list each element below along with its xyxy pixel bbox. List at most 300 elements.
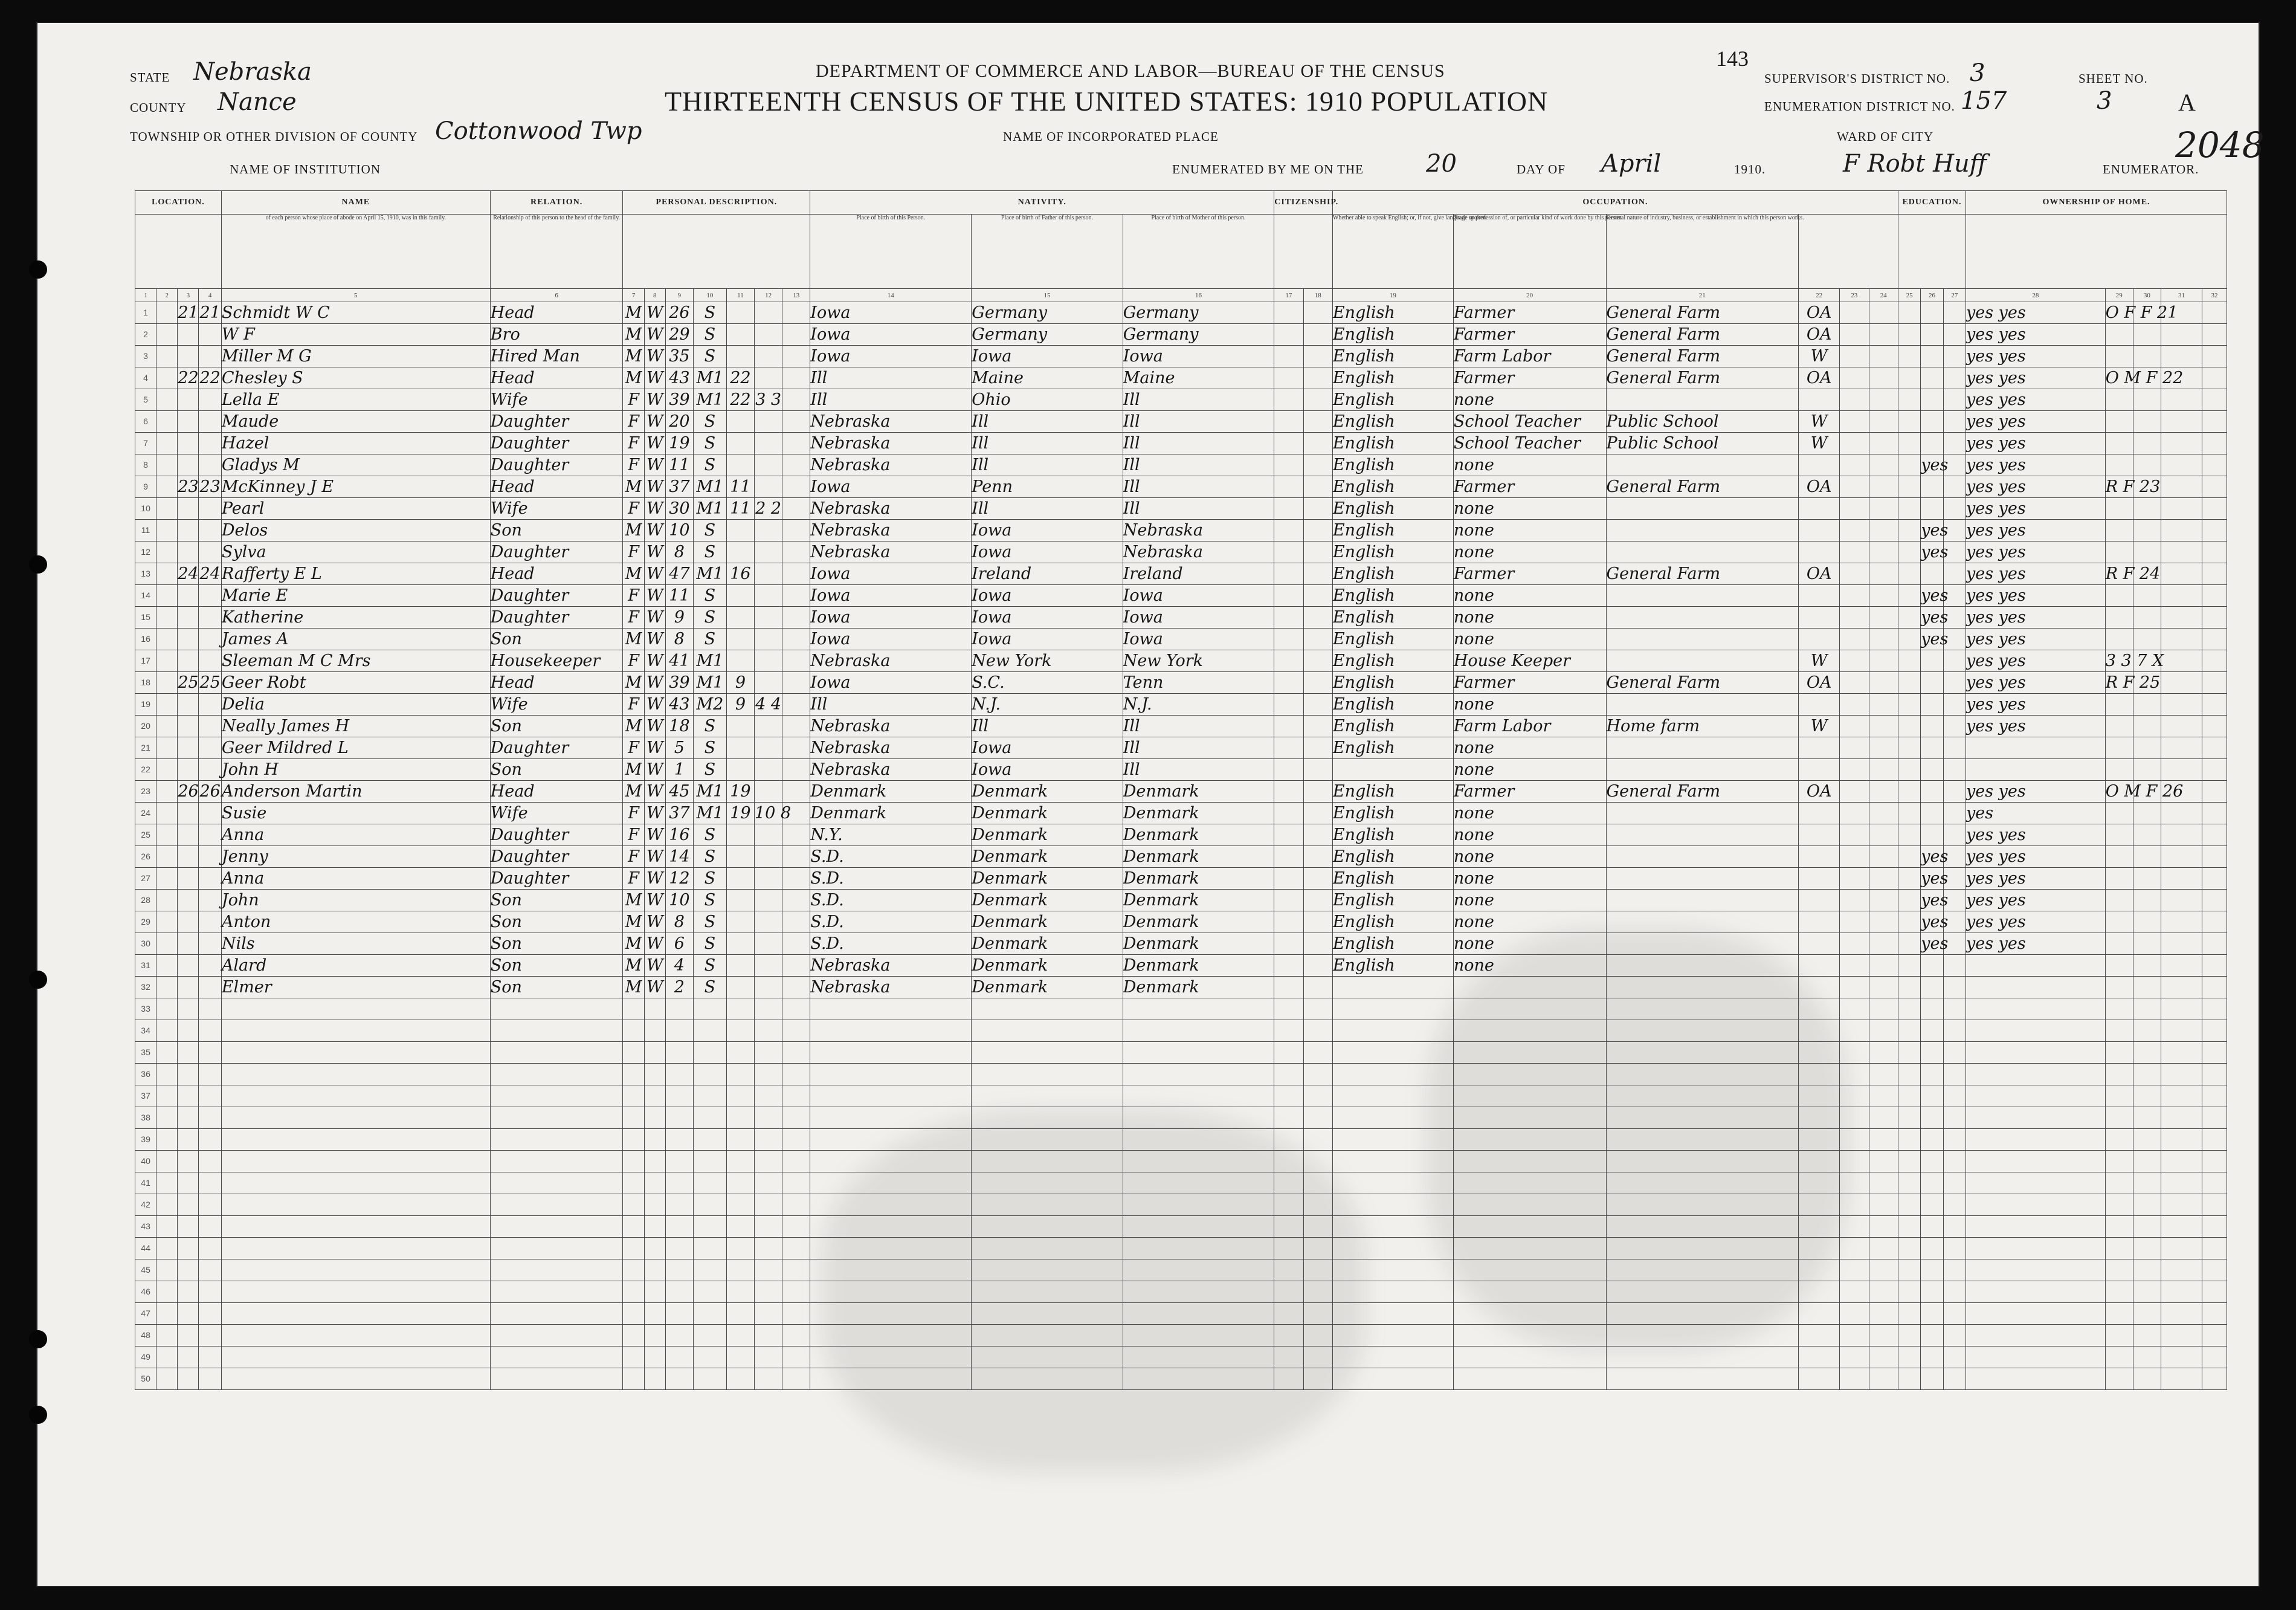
cell-language: English	[1332, 781, 1453, 803]
empty-cell	[1943, 1020, 1965, 1042]
cell-language: English	[1332, 694, 1453, 716]
cell-schedule	[2161, 759, 2202, 781]
empty-cell	[782, 1216, 810, 1238]
cell-family	[199, 433, 221, 454]
empty-cell	[755, 1281, 782, 1303]
cell-emp: OA	[1799, 367, 1840, 389]
cell-read: yes yes	[1966, 520, 2106, 542]
line-number: 43	[135, 1216, 156, 1238]
census-record-row	[135, 411, 2227, 433]
census-record-row	[135, 542, 2227, 563]
empty-cell	[1303, 1107, 1332, 1129]
cell-race: W	[644, 694, 665, 716]
empty-cell	[623, 1259, 644, 1281]
empty-cell	[644, 1325, 665, 1347]
cell-relation: Head	[490, 563, 623, 585]
empty-cell	[2133, 1281, 2161, 1303]
cell-sex: M	[623, 716, 644, 737]
cell-industry	[1606, 955, 1799, 977]
census-record-row	[135, 367, 2227, 389]
cell-marital: S	[693, 324, 726, 346]
cell-years	[726, 846, 754, 868]
empty-cell	[2161, 1042, 2202, 1064]
cell-own	[2105, 629, 2133, 650]
cell-age: 6	[665, 933, 693, 955]
cell-blank	[1943, 955, 1965, 977]
cell-emp: W	[1799, 716, 1840, 737]
cell-marital: S	[693, 346, 726, 367]
cell-relation: Son	[490, 911, 623, 933]
cell-trade: none	[1453, 542, 1606, 563]
cell-children-living	[782, 498, 810, 520]
empty-cell	[2202, 1020, 2227, 1042]
empty-cell	[221, 1194, 490, 1216]
empty-cell	[972, 1238, 1123, 1259]
empty-cell	[2161, 1107, 2202, 1129]
cell-dwelling	[178, 520, 199, 542]
cell-children	[755, 868, 782, 890]
institution-label: NAME OF INSTITUTION	[230, 162, 381, 176]
cell-natur	[1303, 520, 1332, 542]
empty-cell	[1274, 1172, 1303, 1194]
empty-cell	[178, 1020, 199, 1042]
cell-read: yes yes	[1966, 454, 2106, 476]
cell-weeks-out	[1840, 629, 1869, 650]
column-number: 2	[156, 289, 178, 302]
empty-cell	[1799, 1238, 1840, 1259]
cell-street	[156, 890, 178, 911]
empty-cell	[2202, 1151, 2227, 1172]
empty-cell	[693, 1303, 726, 1325]
line-number: 46	[135, 1281, 156, 1303]
cell-family	[199, 629, 221, 650]
cell-children-living	[782, 955, 810, 977]
census-record-row	[135, 585, 2227, 607]
empty-cell	[1840, 1194, 1869, 1216]
empty-cell	[2161, 1368, 2202, 1390]
column-number: 3	[178, 289, 199, 302]
cell-immig	[1274, 977, 1303, 998]
empty-cell	[1921, 998, 1943, 1020]
cell-relation: Wife	[490, 498, 623, 520]
cell-years: 9	[726, 672, 754, 694]
empty-cell	[1303, 1368, 1332, 1390]
cell-trade: none	[1453, 911, 1606, 933]
cell-line: 3	[135, 346, 156, 367]
cell-father: New York	[972, 650, 1123, 672]
cell-children	[755, 476, 782, 498]
empty-cell	[178, 1216, 199, 1238]
empty-cell	[1274, 1194, 1303, 1216]
empty-cell	[810, 1064, 972, 1085]
cell-dwelling	[178, 955, 199, 977]
cell-out-work	[1869, 977, 1898, 998]
cell-schedule	[2161, 694, 2202, 716]
ward-label: WARD OF CITY	[1837, 129, 1934, 144]
cell-mother: Denmark	[1123, 890, 1274, 911]
cell-farm	[2133, 520, 2161, 542]
cell-own	[2105, 389, 2133, 411]
cell-farm	[2133, 411, 2161, 433]
empty-cell	[644, 1020, 665, 1042]
cell-family	[199, 454, 221, 476]
cell-immig	[1274, 694, 1303, 716]
cell-blank	[1943, 716, 1965, 737]
cell-emp	[1799, 759, 1840, 781]
cell-school	[1921, 781, 1943, 803]
cell-trade: none	[1453, 803, 1606, 824]
empty-cell	[1943, 1238, 1965, 1259]
cell-ln2	[2202, 302, 2227, 324]
cell-ln2	[2202, 737, 2227, 759]
cell-dwelling	[178, 737, 199, 759]
empty-cell	[1303, 1281, 1332, 1303]
empty-cell	[782, 1020, 810, 1042]
cell-trade: Farmer	[1453, 563, 1606, 585]
cell-schedule	[2161, 454, 2202, 476]
empty-cell	[782, 1129, 810, 1151]
empty-cell	[1799, 1347, 1840, 1368]
empty-cell	[1943, 1347, 1965, 1368]
cell-name: McKinney J E	[221, 476, 490, 498]
empty-cell	[156, 1042, 178, 1064]
cell-dwelling	[178, 324, 199, 346]
empty-cell	[156, 1347, 178, 1368]
census-grid	[135, 190, 2227, 1532]
cell-age: 18	[665, 716, 693, 737]
empty-cell	[726, 1064, 754, 1085]
cell-race: W	[644, 346, 665, 367]
cell-ln2	[2202, 389, 2227, 411]
binder-hole	[29, 971, 47, 989]
cell-name: Susie	[221, 803, 490, 824]
cell-line: 26	[135, 846, 156, 868]
cell-immig	[1274, 346, 1303, 367]
cell-ln2	[2202, 324, 2227, 346]
cell-language: English	[1332, 302, 1453, 324]
empty-cell	[726, 1347, 754, 1368]
empty-cell	[1943, 1107, 1965, 1129]
cell-natur	[1303, 607, 1332, 629]
empty-cell	[1869, 1064, 1898, 1085]
cell-industry	[1606, 933, 1799, 955]
cell-blank	[1943, 476, 1965, 498]
empty-cell	[1274, 1151, 1303, 1172]
empty-cell	[1303, 1216, 1332, 1238]
cell-street	[156, 977, 178, 998]
cell-blank	[1943, 498, 1965, 520]
empty-cell	[1840, 1107, 1869, 1129]
cell-schedule	[2161, 411, 2202, 433]
empty-cell	[178, 1129, 199, 1151]
empty-cell	[2161, 1216, 2202, 1238]
blank-record-row	[135, 1151, 2227, 1172]
empty-cell	[1921, 1368, 1943, 1390]
cell-natur	[1303, 803, 1332, 824]
cell-father: Ireland	[972, 563, 1123, 585]
empty-cell	[726, 1303, 754, 1325]
cell-father: Denmark	[972, 911, 1123, 933]
cell-race: W	[644, 672, 665, 694]
cell-industry	[1606, 650, 1799, 672]
empty-cell	[1966, 998, 2106, 1020]
empty-cell	[221, 1085, 490, 1107]
binder-hole	[29, 555, 47, 574]
empty-cell	[2161, 1151, 2202, 1172]
empty-cell	[1966, 1216, 2106, 1238]
cell-industry	[1606, 737, 1799, 759]
empty-cell	[2161, 1259, 2202, 1281]
cell-language: English	[1332, 716, 1453, 737]
cell-read	[1966, 759, 2106, 781]
cell-birth: Denmark	[810, 803, 972, 824]
empty-cell	[2161, 998, 2202, 1020]
cell-mother: Denmark	[1123, 933, 1274, 955]
cell-dwelling	[178, 411, 199, 433]
location-subheader	[135, 215, 222, 289]
cell-marital: M1	[693, 781, 726, 803]
empty-cell	[782, 1085, 810, 1107]
empty-cell	[1606, 1107, 1799, 1129]
cell-father: Denmark	[972, 846, 1123, 868]
cell-family	[199, 737, 221, 759]
empty-cell	[199, 998, 221, 1020]
cell-children-living	[782, 542, 810, 563]
cell-out-work	[1869, 607, 1898, 629]
cell-emp	[1799, 977, 1840, 998]
empty-cell	[1869, 1281, 1898, 1303]
cell-years	[726, 302, 754, 324]
cell-birth: Nebraska	[810, 650, 972, 672]
empty-cell	[693, 1042, 726, 1064]
empty-cell	[665, 1281, 693, 1303]
cell-street	[156, 520, 178, 542]
cell-ln2	[2202, 759, 2227, 781]
cell-out-work	[1869, 302, 1898, 324]
cell-children-living	[782, 737, 810, 759]
cell-mother: Germany	[1123, 302, 1274, 324]
cell-school	[1921, 346, 1943, 367]
empty-cell	[1943, 1216, 1965, 1238]
cell-mother: Denmark	[1123, 846, 1274, 868]
empty-cell	[972, 1151, 1123, 1172]
empty-cell	[1898, 1129, 1920, 1151]
cell-farm	[2133, 454, 2161, 476]
cell-own	[2105, 411, 2133, 433]
cell-trade: none	[1453, 868, 1606, 890]
empty-cell	[1799, 1172, 1840, 1194]
cell-out-work	[1869, 716, 1898, 737]
empty-cell	[755, 1129, 782, 1151]
cell-children	[755, 911, 782, 933]
cell-children	[755, 890, 782, 911]
empty-cell	[644, 1151, 665, 1172]
cell-own	[2105, 803, 2133, 824]
cell-read	[1966, 977, 2106, 998]
cell-years	[726, 411, 754, 433]
cell-schedule	[2161, 607, 2202, 629]
empty-cell	[972, 1194, 1123, 1216]
cell-read: yes yes	[1966, 781, 2106, 803]
cell-dwelling: 22	[178, 367, 199, 389]
cell-industry: General Farm	[1606, 781, 1799, 803]
cell-dwelling	[178, 868, 199, 890]
cell-language: English	[1332, 324, 1453, 346]
cell-race: W	[644, 716, 665, 737]
empty-cell	[1869, 1129, 1898, 1151]
cell-father: Maine	[972, 367, 1123, 389]
empty-cell	[1921, 1064, 1943, 1085]
empty-cell	[156, 1151, 178, 1172]
name-subheader: of each person whose place of abode on April 15, 1910, was in this family.	[221, 215, 490, 289]
cell-farm	[2133, 389, 2161, 411]
empty-cell	[1921, 1129, 1943, 1151]
cell-own	[2105, 520, 2133, 542]
census-sheet	[36, 22, 2265, 1587]
cell-blank	[1943, 824, 1965, 846]
empty-cell	[972, 998, 1123, 1020]
cell-schedule	[2161, 433, 2202, 454]
cell-family: 21	[199, 302, 221, 324]
empty-cell	[1606, 1216, 1799, 1238]
group-ownership: OWNERSHIP OF HOME.	[1966, 191, 2227, 215]
cell-industry	[1606, 868, 1799, 890]
cell-father: Ill	[972, 454, 1123, 476]
cell-children-living	[782, 520, 810, 542]
cell-farm	[2133, 324, 2161, 346]
empty-cell	[755, 1085, 782, 1107]
cell-marital: M1	[693, 650, 726, 672]
empty-cell	[1123, 1020, 1274, 1042]
supervisor-value: 3	[1970, 59, 1985, 87]
cell-line: 18	[135, 672, 156, 694]
cell-marital: S	[693, 977, 726, 998]
cell-emp: OA	[1799, 324, 1840, 346]
empty-cell	[644, 1347, 665, 1368]
cell-birth: Iowa	[810, 629, 972, 650]
cell-name: Sleeman M C Mrs	[221, 650, 490, 672]
cell-school: yes	[1921, 607, 1943, 629]
cell-line: 31	[135, 955, 156, 977]
cell-own	[2105, 716, 2133, 737]
cell-industry: General Farm	[1606, 302, 1799, 324]
empty-cell	[644, 1172, 665, 1194]
cell-school	[1921, 672, 1943, 694]
cell-family	[199, 411, 221, 433]
employment-subheader	[1799, 215, 1898, 289]
cell-weeks-out	[1840, 411, 1869, 433]
cell-ln2	[2202, 694, 2227, 716]
cell-immig	[1274, 324, 1303, 346]
cell-immig	[1274, 955, 1303, 977]
empty-cell	[1921, 1216, 1943, 1238]
cell-sex: F	[623, 803, 644, 824]
cell-sex: F	[623, 454, 644, 476]
cell-children-living	[782, 476, 810, 498]
cell-language: English	[1332, 346, 1453, 367]
birth-mother-subheader: Place of birth of Mother of this person.	[1123, 215, 1274, 289]
cell-children-living	[782, 846, 810, 868]
empty-cell	[490, 1107, 623, 1129]
binder-hole	[29, 1330, 47, 1348]
empty-cell	[156, 1238, 178, 1259]
cell-language	[1332, 759, 1453, 781]
empty-cell	[1123, 1194, 1274, 1216]
empty-cell	[644, 1303, 665, 1325]
cell-school	[1921, 759, 1943, 781]
cell-immig	[1274, 737, 1303, 759]
empty-cell	[693, 1325, 726, 1347]
cell-birth: Ill	[810, 694, 972, 716]
empty-cell	[810, 1303, 972, 1325]
cell-sex: M	[623, 324, 644, 346]
cell-marital: M1	[693, 563, 726, 585]
empty-cell	[1966, 1368, 2106, 1390]
empty-cell	[1303, 1020, 1332, 1042]
cell-weeks-out	[1840, 737, 1869, 759]
empty-cell	[1606, 1064, 1799, 1085]
empty-cell	[623, 1151, 644, 1172]
cell-street	[156, 759, 178, 781]
empty-cell	[726, 1042, 754, 1064]
cell-language: English	[1332, 520, 1453, 542]
cell-own	[2105, 454, 2133, 476]
cell-trade: none	[1453, 890, 1606, 911]
cell-out-work	[1869, 324, 1898, 346]
cell-read: yes yes	[1966, 650, 2106, 672]
empty-cell	[1799, 1151, 1840, 1172]
cell-trade: Farmer	[1453, 324, 1606, 346]
empty-cell	[490, 1347, 623, 1368]
empty-cell	[199, 1238, 221, 1259]
census-record-row	[135, 846, 2227, 868]
cell-trade: Farmer	[1453, 476, 1606, 498]
empty-cell	[1332, 1042, 1453, 1064]
empty-cell	[693, 1151, 726, 1172]
cell-natur	[1303, 737, 1332, 759]
cell-schedule	[2161, 563, 2202, 585]
cell-father: Iowa	[972, 520, 1123, 542]
cell-industry: Public School	[1606, 411, 1799, 433]
cell-sex: F	[623, 737, 644, 759]
empty-cell	[156, 1216, 178, 1238]
cell-read: yes yes	[1966, 716, 2106, 737]
column-number: 22	[1799, 289, 1840, 302]
cell-line: 19	[135, 694, 156, 716]
cell-own: O F F 21	[2105, 302, 2133, 324]
empty-cell	[1898, 1064, 1920, 1085]
cell-age: 10	[665, 890, 693, 911]
cell-out-work	[1869, 476, 1898, 498]
empty-cell	[665, 1368, 693, 1390]
cell-name: Neally James H	[221, 716, 490, 737]
empty-cell	[2202, 1042, 2227, 1064]
sheet-value: 3	[2097, 87, 2112, 115]
empty-cell	[693, 1172, 726, 1194]
empty-cell	[755, 1347, 782, 1368]
empty-cell	[623, 1281, 644, 1303]
cell-language: English	[1332, 498, 1453, 520]
column-number: 24	[1869, 289, 1898, 302]
cell-years	[726, 585, 754, 607]
birth-father-subheader: Place of birth of Father of this person.	[972, 215, 1123, 289]
cell-ln2	[2202, 433, 2227, 454]
empty-cell	[1966, 1172, 2106, 1194]
empty-cell	[1921, 1194, 1943, 1216]
cell-age: 29	[665, 324, 693, 346]
cell-language: English	[1332, 868, 1453, 890]
empty-cell	[782, 1259, 810, 1281]
